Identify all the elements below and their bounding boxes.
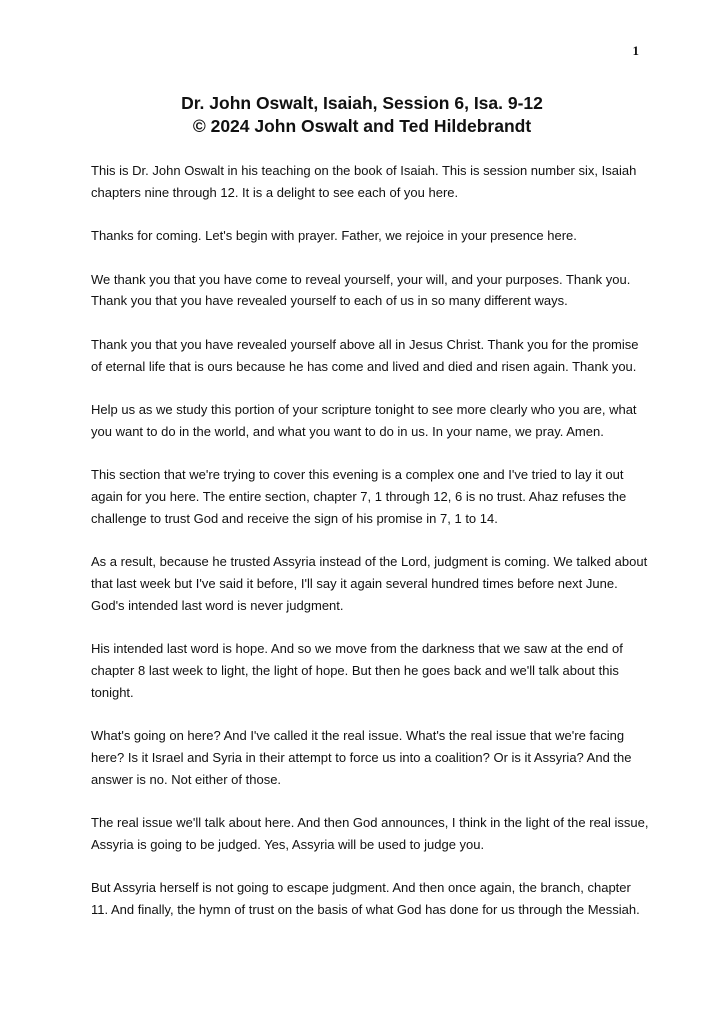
page-number: 1 <box>632 43 639 58</box>
paragraph: Help us as we study this portion of your scripture tonight to see more clearly who you are, what you want to do in the world, and what you want to do in us. In your name, we pray. Amen. <box>91 401 637 439</box>
title-line-1: Dr. John Oswalt, Isaiah, Session 6, Isa. 9-12 <box>181 93 543 113</box>
paragraph: Thanks for coming. Let's begin with prayer. Father, we rejoice in your presence here. <box>91 228 577 244</box>
paragraph: As a result, because he trusted Assyria instead of the Lord, judgment is coming. We talked about that last week but I've said it before, I'll say it again several hundred times before next June. God's intended last word is never judgment. <box>91 554 648 613</box>
paragraph: What's going on here? And I've called it the real issue. What's the real issue that we're facing here? Is it Israel and Syria in their attempt to force us into a coalition? Or is it Assyria? And the answer is no. Not either of those. <box>91 728 632 787</box>
paragraph: This is Dr. John Oswalt in his teaching on the book of Isaiah. This is session number six, Isaiah chapters nine through 12. It is a delight to see each of you here. <box>91 163 637 200</box>
paragraph: His intended last word is hope. And so we move from the darkness that we saw at the end of chapter 8 last week to light, the light of hope. But then he goes back and we'll talk about this tonight. <box>91 641 623 700</box>
paragraph: But Assyria herself is not going to escape judgment. And then once again, the branch, chapter 11. And finally, the hymn of trust on the basis of what God has done for us through the Messiah. <box>91 880 640 918</box>
paragraph: The real issue we'll talk about here. And then God announces, I think in the light of the real issue, Assyria is going to be judged. Yes, Assyria will be used to judge you. <box>91 815 649 852</box>
paragraph: Thank you that you have revealed yourself above all in Jesus Christ. Thank you for the promise of eternal life that is ours because he has come and lived and died and risen again. Thank you. <box>91 336 639 374</box>
paragraph: This section that we're trying to cover this evening is a complex one and I've tried to lay it out again for you here. The entire section, chapter 7, 1 through 12, 6 is no trust. Ahaz refuses the challenge to trust God and receive the sign of his promise in 7, 1 to 14. <box>91 467 627 526</box>
transcript-body <box>91 160 651 942</box>
title-line-2: © 2024 John Oswalt and Ted Hildebrandt <box>192 116 532 136</box>
document-title <box>0 92 724 138</box>
paragraph: We thank you that you have come to reveal yourself, your will, and your purposes. Thank you. Thank you that you have revealed yourself to each of us in so many different ways. <box>91 271 631 309</box>
